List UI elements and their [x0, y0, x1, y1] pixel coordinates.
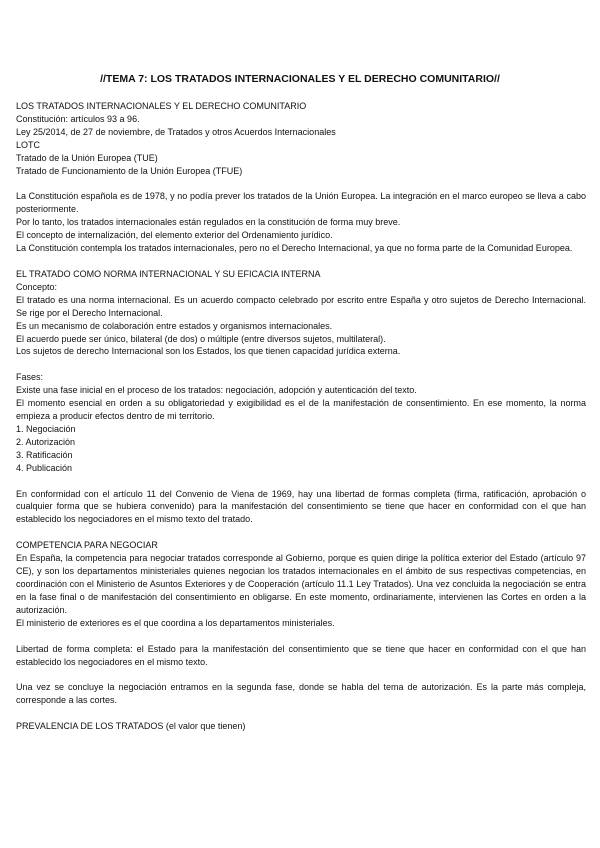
section-heading: Fases: — [16, 372, 44, 383]
paragraph: Una vez se concluye la negociación entramos en la segunda fase, donde se habla del tema de autorización. Es la parte más compleja, corresponde a las cortes. — [16, 682, 586, 706]
paragraph: En conformidad con el artículo 11 del Convenio de Viena de 1969, hay una libertad de formas completa (firma, ratificación, aprobación o cualquier forma que se hubiera convenido) para la manifestación del consentimiento se tiene que hacer en conformidad con el que han establecido los negociadores en el mismo texto del tratado. — [16, 488, 586, 525]
paragraph: El acuerdo puede ser único, bilateral (de dos) o múltiple (entre diversos sujetos, multilateral). — [16, 333, 386, 344]
paragraph: El ministerio de exteriores es el que coordina a los departamentos ministeriales. — [16, 617, 335, 628]
paragraph: Por lo tanto, los tratados internacionales están regulados en la constitución de forma muy breve. — [16, 217, 401, 228]
list-item: 1. Negociación — [16, 423, 76, 434]
paragraph: En España, la competencia para negociar tratados corresponde al Gobierno, porque es quien dirige la política exterior del Estado (artículo 97 CE), y son los departamentos ministeriales quienes negocian los tratados internacionales en el ámbito de sus respectivas competencias, en coordinación con el Ministerio de Asuntos Exteriores y de Cooperación (artículo 11.1 Ley Tratados). Una vez concluida la negociación se entra en la fase final o de manifestación del consentimiento en obligarse. En este momento, ordinariamente, intervienen las Cortes en orden a la autorización. — [16, 553, 586, 615]
list-item: 2. Autorización — [16, 436, 76, 447]
paragraph: Los sujetos de derecho Internacional son los Estados, los que tienen capacidad jurídica externa. — [16, 346, 401, 357]
intro-line: Tratado de Funcionamiento de la Unión Europea (TFUE) — [16, 165, 243, 176]
paragraph: Libertad de forma completa: el Estado para la manifestación del consentimiento que se tiene que hacer en conformidad con el que han establecido los negociadores en el mismo texto. — [16, 643, 586, 667]
section-heading: PREVALENCIA DE LOS TRATADOS (el valor que tienen) — [16, 721, 246, 732]
intro-line: Tratado de la Unión Europea (TUE) — [16, 152, 158, 163]
list-item: 3. Ratificación — [16, 449, 73, 460]
list-item: 4. Publicación — [16, 462, 73, 473]
intro-line: Ley 25/2014, de 27 de noviembre, de Tratados y otros Acuerdos Internacionales — [16, 126, 336, 137]
document-title: //TEMA 7: LOS TRATADOS INTERNACIONALES Y EL DERECHO COMUNITARIO// — [100, 73, 500, 85]
document-body — [16, 100, 586, 733]
paragraph: La Constitución contempla los tratados internacionales, pero no el Derecho Internacional, ya que no forma parte de la Comunidad Europea. — [16, 243, 573, 254]
subheading: Concepto: — [16, 281, 58, 292]
section-heading: COMPETENCIA PARA NEGOCIAR — [16, 540, 158, 551]
paragraph: El concepto de internalización, del elemento exterior del Ordenamiento jurídico. — [16, 230, 333, 241]
paragraph: Es un mecanismo de colaboración entre estados y organismos internacionales. — [16, 320, 333, 331]
intro-line: LOTC — [16, 139, 41, 150]
intro-line: Constitución: artículos 93 a 96. — [16, 113, 140, 124]
paragraph: Existe una fase inicial en el proceso de los tratados: negociación, adopción y autenticación del texto. — [16, 385, 417, 396]
paragraph: El tratado es una norma internacional. Es un acuerdo compacto celebrado por escrito entre España y otro sujetos de Derecho Internacional. Se rige por el Derecho Internacional. — [16, 294, 586, 318]
section-heading: EL TRATADO COMO NORMA INTERNACIONAL Y SU EFICACIA INTERNA — [16, 268, 321, 279]
paragraph: El momento esencial en orden a su obligatoriedad y exigibilidad es el de la manifestación de consentimiento. En ese momento, la norma empieza a producir efectos dentro de mi territorio. — [16, 398, 586, 422]
intro-heading: LOS TRATADOS INTERNACIONALES Y EL DERECHO COMUNITARIO — [16, 101, 307, 111]
paragraph: La Constitución española es de 1978, y no podía prever los tratados de la Unión Europea. La integración en el marco europeo se lleva a cabo posteriormente. — [16, 191, 586, 215]
